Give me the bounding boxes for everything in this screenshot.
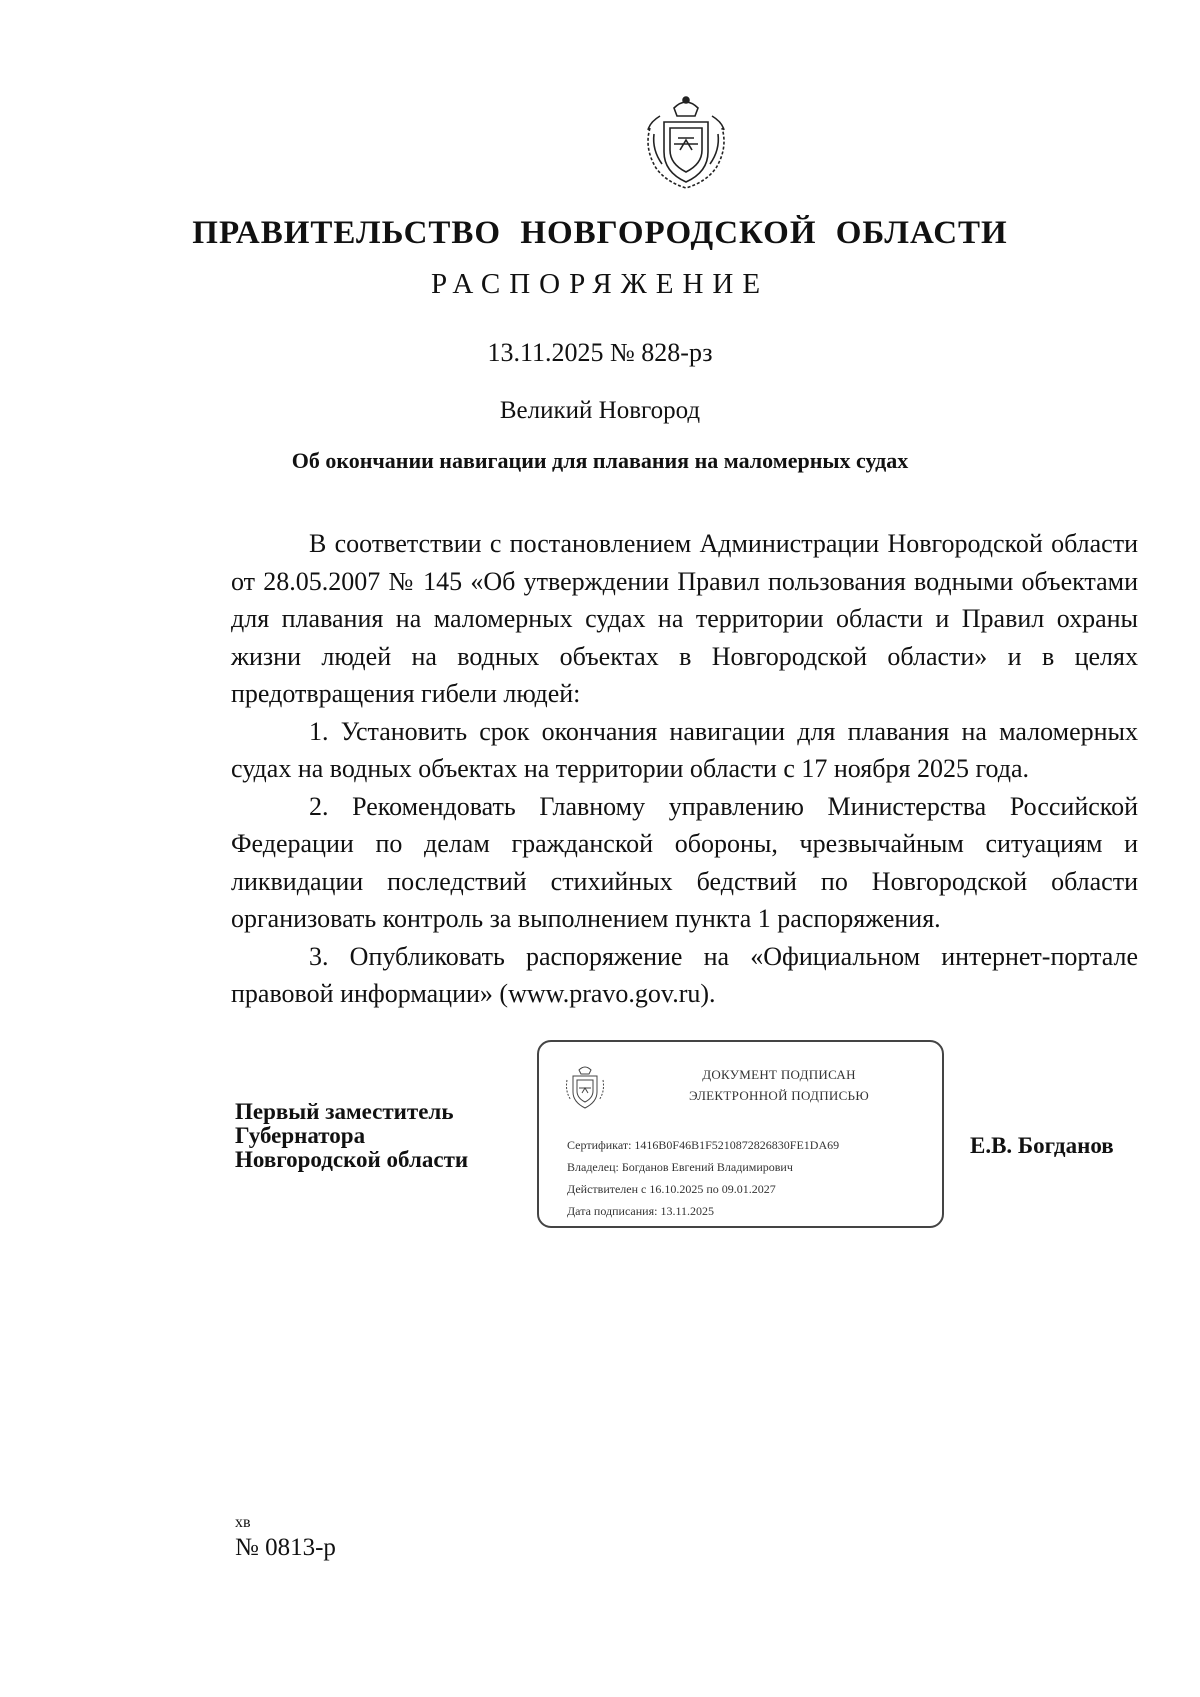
stamp-certificate: Сертификат: 1416B0F46B1F5210872826830FE1DA69 [567, 1138, 840, 1152]
item-paragraph-3: 3. Опубликовать распоряжение на «Официальном интернет-портале правовой информации» (www.pravo.gov.ru). [231, 941, 1138, 1008]
signer-position-line: Новгородской области [235, 1147, 469, 1172]
electronic-signature-stamp [537, 1040, 944, 1228]
organization-title: ПРАВИТЕЛЬСТВО НОВГОРОДСКОЙ ОБЛАСТИ [192, 215, 1008, 251]
stamp-title-line: ДОКУМЕНТ ПОДПИСАН [702, 1067, 856, 1082]
document-city: Великий Новгород [499, 397, 701, 424]
document-subject: Об окончании навигации для плавания на маломерных судах [291, 448, 909, 473]
preamble-paragraph: В соответствии с постановлением Администрации Новгородской области от 28.05.2007 № 145 «Об утверждении Правил пользования водными объектами для плавания на маломерных судах на территории области и Правил охраны жизни людей на водных объектах в Новгородской области» и в целях предотвращения гибели людей: [231, 529, 1138, 708]
item-paragraph-2: 2. Рекомендовать Главному управлению Министерства Российской Федерации по делам гражданской обороны, чрезвычайным ситуациям и ликвидации последствий стихийных бедствий по Новгородской области организовать контроль за выполнением пункта 1 распоряжения. [231, 791, 1138, 933]
document-date-number: 13.11.2025 № 828-рз [487, 338, 713, 367]
document-body [231, 525, 1138, 1013]
document-type: РАСПОРЯЖЕНИЕ [430, 268, 770, 300]
stamp-details [567, 1134, 937, 1222]
stamp-validity: Действителен с 16.10.2025 по 09.01.2027 [567, 1182, 776, 1196]
registration-number: № 0813-р [235, 1534, 336, 1561]
stamp-title-line: ЭЛЕКТРОННОЙ ПОДПИСЬЮ [689, 1088, 869, 1103]
signer-position [235, 1100, 468, 1172]
stamp-title [659, 1064, 899, 1106]
signer-name: Е.В. Богданов [970, 1133, 1114, 1158]
coat-of-arms-icon [563, 1062, 607, 1110]
signer-position-line: Первый заместитель [235, 1099, 454, 1124]
coat-of-arms-icon [640, 92, 732, 192]
item-paragraph-1: 1. Установить срок окончания навигации для плавания на маломерных судах на водных объектах на территории области с 17 ноября 2025 года. [231, 716, 1138, 783]
executor-initials: хв [235, 1514, 251, 1531]
document-footer [235, 1513, 336, 1563]
stamp-owner: Владелец: Богданов Евгений Владимирович [567, 1160, 793, 1174]
signer-position-line: Губернатора [235, 1123, 366, 1148]
stamp-signing-date: Дата подписания: 13.11.2025 [567, 1204, 714, 1218]
